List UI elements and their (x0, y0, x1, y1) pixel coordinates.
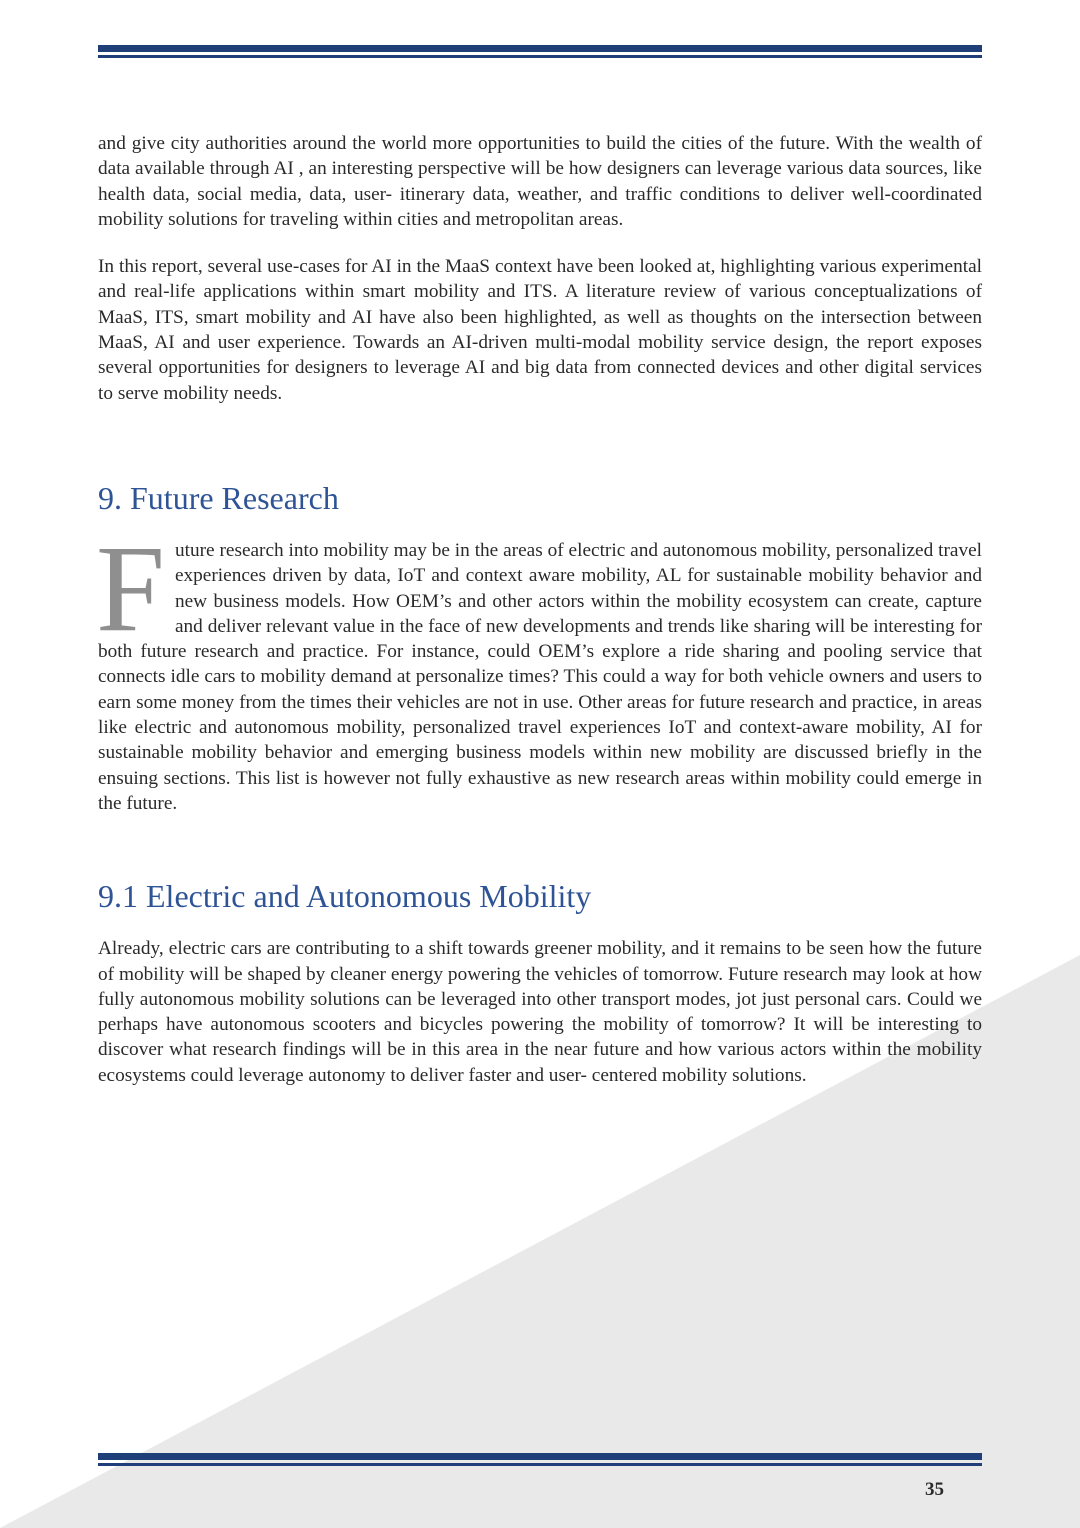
section-heading-electric-autonomous: 9.1 Electric and Autonomous Mobility (98, 878, 592, 915)
paragraph-electric-autonomous: Already, electric cars are contributing to a shift towards greener mobility, and it remains to be seen how the future of mobility will be shaped by cleaner energy powering the vehicles of tomorrow. Future research may look at how fully autonomous mobility solutions can be leveraged into other transport modes, jot just personal cars. Could we perhaps have autonomous scooters and bicycles powering the mobility of tomorrow? It will be interesting to discover what research findings will be in this area in the near future and how various actors within the mobility ecosystems could leverage autonomy to deliver faster and user- centered mobility solutions. (98, 938, 982, 1086)
footer-rule (98, 1453, 982, 1466)
header-rule (98, 45, 982, 58)
page-number: 35 (925, 1479, 944, 1500)
section-heading-future-research: 9. Future Research (98, 479, 339, 516)
paragraph-future-research (96, 519, 982, 816)
drop-cap-letter: F (96, 519, 165, 657)
future-research-body: uture research into mobility may be in the areas of electric and autonomous mobility, personalized travel experiences driven by data, IoT and context aware mobility, AL for sustainable mobility behavior and new business models. How OEM’s and other actors within the mobility ecosystem can create, capture and deliver relevant value in the face of new developments and trends like sharing will be interesting for both future research and practice. For instance, could OEM’s explore a ride sharing and pooling service that connects idle cars to mobility demand at personalize times? This could a way for both vehicle owners and users to earn some money from the times their vehicles are not in use. Other areas for future research and practice, in areas like electric and autonomous mobility, personalized travel experiences IoT and context-aware mobility, AI for sustainable mobility behavior and emerging business models within new mobility are discussed briefly in the ensuing sections. This list is however not fully exhaustive as new research areas within mobility could emerge in the future. (98, 539, 982, 814)
paragraph-intro-continued: and give city authorities around the world more opportunities to build the cities of the future. With the wealth of data available through AI , an interesting perspective will be how designers can leverage various data sources, like health data, social media, data, user- itinerary data, weather, and traffic conditions to deliver well-coordinated mobility solutions for traveling within cities and metropolitan areas. (98, 133, 982, 230)
page-content (98, 131, 982, 1088)
paragraph-report-summary: In this report, several use-cases for AI in the MaaS context have been looked at, highlighting various experimental and real-life applications within smart mobility and ITS. A literature review of various conceptualizations of MaaS, ITS, smart mobility and AI have also been highlighted, as well as thoughts on the intersection between MaaS, AI and user experience. Towards an AI-driven multi-modal mobility service design, the report exposes several opportunities for designers to leverage AI and big data from connected devices and other digital services to serve mobility needs. (98, 256, 982, 404)
